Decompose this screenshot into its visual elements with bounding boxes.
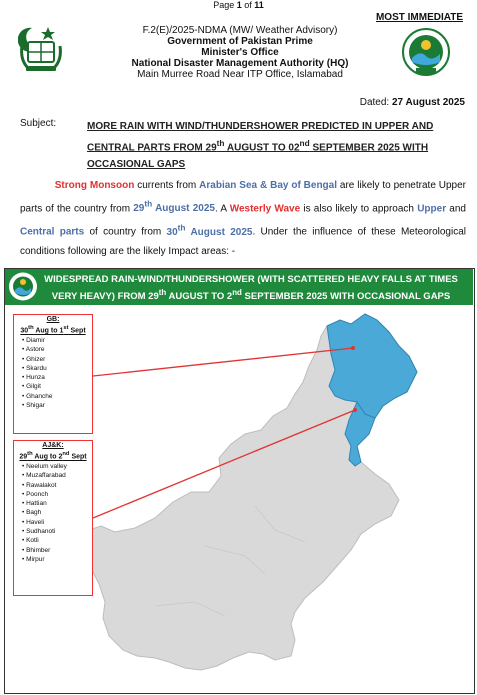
- gb-title: GB:: [46, 316, 60, 323]
- letterhead-line-1: Government of Pakistan Prime: [167, 36, 313, 47]
- list-item: • Ghizer: [22, 355, 92, 364]
- ajk-title: AJ&K:: [42, 442, 64, 449]
- list-item: • Neelum valley: [22, 462, 92, 471]
- list-item: • Mirpur: [22, 555, 92, 564]
- list-item: • Poonch: [22, 490, 92, 499]
- ajk-impact-box: [13, 440, 93, 596]
- list-item: • Astore: [22, 345, 92, 354]
- list-item: • Haveli: [22, 518, 92, 527]
- list-item: • Skardu: [22, 364, 92, 373]
- reference-number: F.2(E)/2025-NDMA (MW/ Weather Advisory): [142, 25, 338, 36]
- gb-dates: 30th Aug to 1st Sept: [20, 325, 86, 335]
- priority-label: MOST IMMEDIATE: [375, 12, 463, 23]
- subject-label: Subject:: [20, 118, 57, 129]
- list-item: • Rawalakot: [22, 481, 92, 490]
- list-item: • Muzaffarabad: [22, 471, 92, 480]
- ajk-dates: 29th Aug to 2nd Sept: [19, 451, 87, 461]
- letterhead: [100, 25, 380, 80]
- list-item: • Hattian: [22, 499, 92, 508]
- pakistan-emblem-icon: [18, 24, 64, 74]
- list-item: • Ghanche: [22, 392, 92, 401]
- letterhead-line-2: Minister's Office: [201, 47, 279, 58]
- advisory-paragraph: Strong Monsoon currents from Arabian Sea & Bay of Bengal are likely to penetrate Upper parts of the country from 29th August 2025. A Westerly Wave is also likely to approach Upper and Central parts of country from 30th August 2025. Under the influence of these Meteorological conditions following are the likely Impact areas: -: [20, 180, 467, 257]
- list-item: • Diamir: [22, 336, 92, 345]
- list-item: • Shigar: [22, 401, 92, 410]
- gb-impact-box: [13, 314, 93, 434]
- page-number: Page 1 of 11: [213, 0, 264, 10]
- list-item: • Sudhanoti: [22, 527, 92, 536]
- document-date: Dated: 27 August 2025: [359, 97, 465, 108]
- subject-text: MORE RAIN WITH WIND/THUNDERSHOWER PREDICTED IN UPPER AND CENTRAL PARTS FROM 29th AUGUST TO 02nd SEPTEMBER 2025 WITH OCCASIONAL GAPS: [87, 121, 434, 171]
- list-item: • Bhimber: [22, 546, 92, 555]
- ndma-logo-icon: [402, 28, 450, 76]
- ndma-banner-logo-icon: [8, 271, 38, 302]
- gb-district-list: [14, 336, 92, 410]
- impact-banner-title: WIDESPREAD RAIN-WIND/THUNDERSHOWER (WITH SCATTERED HEAVY FALLS AT TIMES VERY HEAVY) FROM 29th AUGUST TO 2nd SEPTEMBER 2025 WITH OCCASIONAL GAPS: [44, 274, 458, 303]
- ajk-district-list: [14, 462, 92, 564]
- list-item: • Bagh: [22, 508, 92, 517]
- list-item: • Hunza: [22, 373, 92, 382]
- list-item: • Gilgit: [22, 382, 92, 391]
- letterhead-line-4: Main Murree Road Near ITP Office, Islamabad: [137, 69, 343, 80]
- list-item: • Kotli: [22, 536, 92, 545]
- letterhead-line-3: National Disaster Management Authority (HQ): [131, 58, 349, 69]
